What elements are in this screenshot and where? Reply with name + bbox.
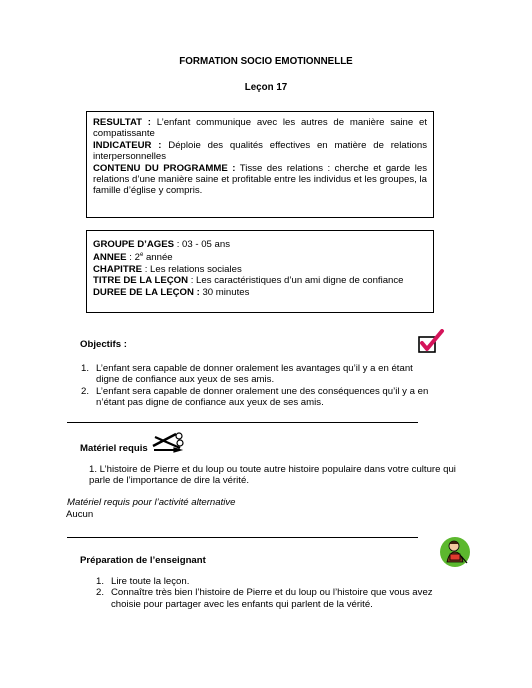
resultat-label: RESULTAT : xyxy=(93,117,151,128)
list-text: L’enfant sera capable de donner oralement les avantages qu’il y a en étant digne de confiance aux yeux de ses amis. xyxy=(96,363,413,386)
chapitre-text: : Les relations sociales xyxy=(142,264,242,275)
materiel-item: 1. L’histoire de Pierre et du loup ou toute autre histoire populaire dans votre culture qui parle de l’importance de dire la vérité. xyxy=(89,464,456,487)
list-number: 2. xyxy=(81,385,90,397)
titre-label: TITRE DE LA LEÇON xyxy=(93,275,189,287)
pencil-scissors-icon xyxy=(150,431,186,453)
indicateur-text: Déploie des qualités effectives en matière de relations interpersonnelles xyxy=(93,139,428,163)
list-text: L’enfant sera capable de donner oralement une des conséquences qu’il y a en n’étant pas digne de confiance aux yeux de ses amis. xyxy=(96,385,429,409)
list-item xyxy=(81,385,436,409)
resultat-text: L’enfant communique avec les autres de manière saine et compatissante xyxy=(93,117,427,140)
list-item xyxy=(96,576,453,587)
checkbox-check-icon xyxy=(417,329,445,355)
annee-label: ANNEE xyxy=(93,252,127,264)
duree-label: DUREE DE LA LEÇON : xyxy=(93,286,200,298)
duree-text: 30 minutes xyxy=(199,286,250,298)
lesson-number: Leçon 17 xyxy=(244,82,288,93)
results-box xyxy=(86,111,434,218)
titre-line xyxy=(93,275,427,286)
resultat-line xyxy=(93,117,427,140)
duree-line xyxy=(93,287,427,298)
materiel-alt-value: Aucun xyxy=(66,509,94,520)
list-text: Lire toute la leçon. xyxy=(111,576,190,587)
list-text: Connaître très bien l’histoire de Pierre et du loup ou l’histoire que vous avez choisie pour partager avec les enfants qui parlent de la vérité. xyxy=(111,587,433,610)
teacher-reading-icon xyxy=(439,536,471,568)
annee-text: : 2 xyxy=(126,252,140,264)
materiel-alt-label: Matériel requis pour l’activité alternative xyxy=(67,497,236,508)
list-item xyxy=(81,363,436,386)
list-item xyxy=(96,587,453,610)
groupe-text: : 03 - 05 ans xyxy=(174,239,231,250)
annee-line xyxy=(93,250,427,264)
annee-sup: e xyxy=(139,252,144,259)
objectifs-heading: Objectifs : xyxy=(80,339,127,350)
indicateur-line xyxy=(93,140,427,163)
list-number: 1. xyxy=(96,576,105,587)
preparation-heading: Préparation de l’enseignant xyxy=(80,555,206,566)
annee-text-2: année xyxy=(143,252,173,264)
groupe-line xyxy=(93,239,427,250)
objectifs-list xyxy=(81,363,436,409)
divider-2 xyxy=(67,537,418,538)
indicateur-label: INDICATEUR : xyxy=(93,139,162,151)
preparation-list xyxy=(96,576,453,610)
materiel-heading: Matériel requis xyxy=(80,443,148,454)
list-number: 2. xyxy=(96,587,105,599)
document-title: FORMATION SOCIO EMOTIONNELLE xyxy=(179,56,353,67)
contenu-label: CONTENU DU PROGRAMME : xyxy=(93,162,236,174)
contenu-line xyxy=(93,163,427,197)
titre-text: : Les caractéristiques d’un ami digne de confiance xyxy=(188,275,404,287)
divider-1 xyxy=(67,422,418,423)
chapitre-line xyxy=(93,264,427,275)
lesson-info-box xyxy=(86,230,434,313)
chapitre-label: CHAPITRE xyxy=(93,264,143,275)
list-number: 1. xyxy=(81,363,90,374)
contenu-text: Tisse des relations : cherche et garde les relations d’une manière saine et profitable entre les individus et les groupes, la famille d’église y compris. xyxy=(93,162,427,197)
groupe-label: GROUPE D’AGES xyxy=(93,239,175,250)
